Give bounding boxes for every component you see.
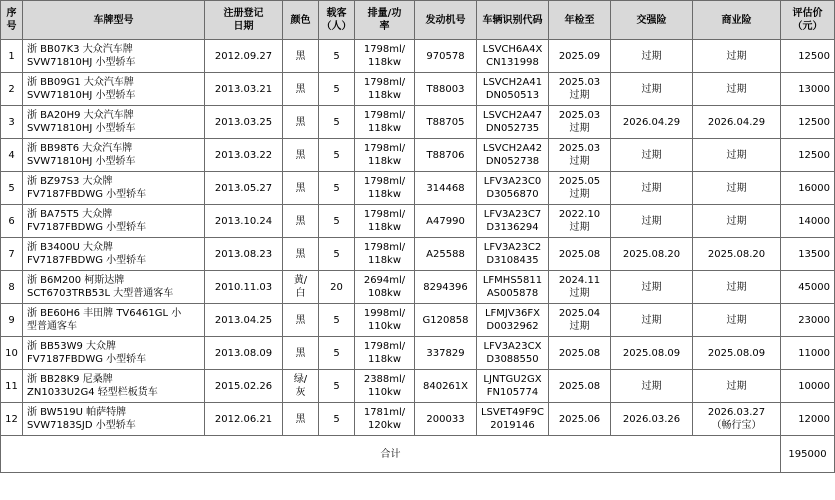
cell-model: 浙 B3400U 大众牌 FV7187FBDWG 小型轿车 bbox=[23, 238, 205, 271]
cell-vin: LFV3A23CX D3088550 bbox=[477, 337, 549, 370]
cell-model: 浙 BB09G1 大众汽车牌 SVW71810HJ 小型轿车 bbox=[23, 73, 205, 106]
cell-seats: 5 bbox=[319, 139, 355, 172]
cell-engine: 970578 bbox=[415, 40, 477, 73]
cell-reg-date: 2013.03.22 bbox=[205, 139, 283, 172]
cell-value: 13500 bbox=[781, 238, 835, 271]
table-row bbox=[1, 337, 835, 370]
cell-reg-date: 2013.04.25 bbox=[205, 304, 283, 337]
cell-power: 1798ml/ 118kw bbox=[355, 73, 415, 106]
col-engine: 发动机号 bbox=[415, 1, 477, 40]
cell-color: 黑 bbox=[283, 40, 319, 73]
col-model: 车牌型号 bbox=[23, 1, 205, 40]
cell-compulsory: 过期 bbox=[611, 304, 693, 337]
cell-engine: 337829 bbox=[415, 337, 477, 370]
cell-engine: G120858 bbox=[415, 304, 477, 337]
cell-inspection: 2025.08 bbox=[549, 337, 611, 370]
cell-seq: 12 bbox=[1, 403, 23, 436]
table-row bbox=[1, 370, 835, 403]
cell-seq: 11 bbox=[1, 370, 23, 403]
cell-model: 浙 BA75T5 大众牌 FV7187FBDWG 小型轿车 bbox=[23, 205, 205, 238]
col-seq: 序 号 bbox=[1, 1, 23, 40]
cell-inspection: 2025.03 过期 bbox=[549, 106, 611, 139]
cell-commercial: 过期 bbox=[693, 40, 781, 73]
cell-seats: 5 bbox=[319, 370, 355, 403]
table-row bbox=[1, 139, 835, 172]
cell-vin: LSVCH2A42 DN052738 bbox=[477, 139, 549, 172]
cell-seq: 6 bbox=[1, 205, 23, 238]
cell-power: 2694ml/ 108kw bbox=[355, 271, 415, 304]
cell-value: 16000 bbox=[781, 172, 835, 205]
cell-color: 黑 bbox=[283, 337, 319, 370]
table-row bbox=[1, 403, 835, 436]
cell-engine: 840261X bbox=[415, 370, 477, 403]
cell-engine: T88003 bbox=[415, 73, 477, 106]
cell-inspection: 2025.08 bbox=[549, 370, 611, 403]
cell-seq: 8 bbox=[1, 271, 23, 304]
cell-reg-date: 2013.10.24 bbox=[205, 205, 283, 238]
cell-seats: 20 bbox=[319, 271, 355, 304]
cell-power: 1798ml/ 118kw bbox=[355, 106, 415, 139]
cell-vin: LSVET49F9C 2019146 bbox=[477, 403, 549, 436]
cell-commercial: 过期 bbox=[693, 172, 781, 205]
cell-seq: 1 bbox=[1, 40, 23, 73]
cell-reg-date: 2013.08.09 bbox=[205, 337, 283, 370]
cell-inspection: 2025.03 过期 bbox=[549, 73, 611, 106]
cell-engine: A25588 bbox=[415, 238, 477, 271]
col-compulsory: 交强险 bbox=[611, 1, 693, 40]
cell-color: 黑 bbox=[283, 106, 319, 139]
cell-seq: 9 bbox=[1, 304, 23, 337]
col-vin: 车辆识别代码 bbox=[477, 1, 549, 40]
cell-seats: 5 bbox=[319, 238, 355, 271]
cell-vin: LFV3A23C7 D3136294 bbox=[477, 205, 549, 238]
total-row bbox=[1, 436, 835, 473]
cell-value: 12500 bbox=[781, 139, 835, 172]
cell-power: 2388ml/ 110kw bbox=[355, 370, 415, 403]
cell-vin: LFMJV36FX D0032962 bbox=[477, 304, 549, 337]
table-row bbox=[1, 73, 835, 106]
table-row bbox=[1, 205, 835, 238]
header-row bbox=[1, 1, 835, 40]
cell-value: 11000 bbox=[781, 337, 835, 370]
cell-model: 浙 BA20H9 大众汽车牌 SVW71810HJ 小型轿车 bbox=[23, 106, 205, 139]
cell-power: 1798ml/ 118kw bbox=[355, 337, 415, 370]
cell-compulsory: 2025.08.09 bbox=[611, 337, 693, 370]
table-row bbox=[1, 172, 835, 205]
col-color: 颜色 bbox=[283, 1, 319, 40]
cell-seats: 5 bbox=[319, 172, 355, 205]
cell-compulsory: 过期 bbox=[611, 139, 693, 172]
cell-value: 14000 bbox=[781, 205, 835, 238]
cell-compulsory: 过期 bbox=[611, 73, 693, 106]
cell-vin: LFV3A23C0 D3056870 bbox=[477, 172, 549, 205]
cell-inspection: 2025.08 bbox=[549, 238, 611, 271]
cell-seats: 5 bbox=[319, 205, 355, 238]
col-reg-date: 注册登记 日期 bbox=[205, 1, 283, 40]
cell-value: 12500 bbox=[781, 40, 835, 73]
cell-seats: 5 bbox=[319, 40, 355, 73]
cell-commercial: 过期 bbox=[693, 370, 781, 403]
cell-commercial: 2026.04.29 bbox=[693, 106, 781, 139]
col-power: 排量/功 率 bbox=[355, 1, 415, 40]
cell-model: 浙 BZ97S3 大众牌 FV7187FBDWG 小型轿车 bbox=[23, 172, 205, 205]
cell-color: 黄/ 白 bbox=[283, 271, 319, 304]
cell-commercial: 过期 bbox=[693, 139, 781, 172]
cell-color: 黑 bbox=[283, 304, 319, 337]
cell-engine: 8294396 bbox=[415, 271, 477, 304]
table-row bbox=[1, 271, 835, 304]
cell-commercial: 过期 bbox=[693, 73, 781, 106]
cell-compulsory: 过期 bbox=[611, 370, 693, 403]
cell-engine: 314468 bbox=[415, 172, 477, 205]
cell-vin: LJNTGU2GX FN105774 bbox=[477, 370, 549, 403]
cell-seq: 5 bbox=[1, 172, 23, 205]
cell-seq: 4 bbox=[1, 139, 23, 172]
cell-commercial: 过期 bbox=[693, 304, 781, 337]
col-seats: 载客 （人） bbox=[319, 1, 355, 40]
cell-reg-date: 2013.08.23 bbox=[205, 238, 283, 271]
cell-model: 浙 BW519U 帕萨特牌 SVW7183SJD 小型轿车 bbox=[23, 403, 205, 436]
cell-inspection: 2025.06 bbox=[549, 403, 611, 436]
cell-inspection: 2024.11 过期 bbox=[549, 271, 611, 304]
cell-compulsory: 过期 bbox=[611, 172, 693, 205]
cell-inspection: 2025.09 bbox=[549, 40, 611, 73]
cell-engine: 200033 bbox=[415, 403, 477, 436]
cell-color: 黑 bbox=[283, 172, 319, 205]
cell-engine: T88706 bbox=[415, 139, 477, 172]
cell-commercial: 2025.08.20 bbox=[693, 238, 781, 271]
cell-color: 绿/ 灰 bbox=[283, 370, 319, 403]
cell-inspection: 2025.03 过期 bbox=[549, 139, 611, 172]
cell-compulsory: 过期 bbox=[611, 205, 693, 238]
cell-value: 23000 bbox=[781, 304, 835, 337]
cell-compulsory: 过期 bbox=[611, 271, 693, 304]
cell-compulsory: 2026.03.26 bbox=[611, 403, 693, 436]
col-inspection: 年检至 bbox=[549, 1, 611, 40]
cell-engine: A47990 bbox=[415, 205, 477, 238]
cell-model: 浙 BB07K3 大众汽车牌 SVW71810HJ 小型轿车 bbox=[23, 40, 205, 73]
table-row bbox=[1, 40, 835, 73]
cell-seq: 7 bbox=[1, 238, 23, 271]
cell-seq: 2 bbox=[1, 73, 23, 106]
cell-power: 1798ml/ 118kw bbox=[355, 238, 415, 271]
cell-model: 浙 BB28K9 尼桑牌 ZN1033U2G4 轻型栏板货车 bbox=[23, 370, 205, 403]
cell-seats: 5 bbox=[319, 106, 355, 139]
cell-value: 12500 bbox=[781, 106, 835, 139]
cell-vin: LFV3A23C2 D3108435 bbox=[477, 238, 549, 271]
cell-commercial: 2026.03.27 （畅行宝） bbox=[693, 403, 781, 436]
cell-reg-date: 2013.05.27 bbox=[205, 172, 283, 205]
cell-vin: LSVCH2A41 DN050513 bbox=[477, 73, 549, 106]
cell-power: 1798ml/ 118kw bbox=[355, 205, 415, 238]
total-value: 195000 bbox=[781, 436, 835, 473]
cell-seq: 3 bbox=[1, 106, 23, 139]
cell-power: 1798ml/ 118kw bbox=[355, 172, 415, 205]
cell-value: 10000 bbox=[781, 370, 835, 403]
cell-vin: LSVCH6A4X CN131998 bbox=[477, 40, 549, 73]
cell-seats: 5 bbox=[319, 304, 355, 337]
cell-reg-date: 2013.03.21 bbox=[205, 73, 283, 106]
cell-color: 黑 bbox=[283, 139, 319, 172]
cell-commercial: 过期 bbox=[693, 271, 781, 304]
cell-color: 黑 bbox=[283, 238, 319, 271]
cell-vin: LSVCH2A47 DN052735 bbox=[477, 106, 549, 139]
cell-power: 1798ml/ 118kw bbox=[355, 40, 415, 73]
cell-value: 12000 bbox=[781, 403, 835, 436]
cell-model: 浙 B6M200 柯斯达牌 SCT6703TRB53L 大型普通客车 bbox=[23, 271, 205, 304]
cell-value: 45000 bbox=[781, 271, 835, 304]
col-commercial: 商业险 bbox=[693, 1, 781, 40]
cell-commercial: 2025.08.09 bbox=[693, 337, 781, 370]
cell-model: 浙 BE60H6 丰田牌 TV6461GL 小 型普通客车 bbox=[23, 304, 205, 337]
cell-inspection: 2025.05 过期 bbox=[549, 172, 611, 205]
cell-model: 浙 BB98T6 大众汽车牌 SVW71810HJ 小型轿车 bbox=[23, 139, 205, 172]
cell-seats: 5 bbox=[319, 73, 355, 106]
cell-seats: 5 bbox=[319, 337, 355, 370]
cell-power: 1798ml/ 118kw bbox=[355, 139, 415, 172]
col-value: 评估价 （元） bbox=[781, 1, 835, 40]
cell-vin: LFMHS5811 AS005878 bbox=[477, 271, 549, 304]
cell-seats: 5 bbox=[319, 403, 355, 436]
cell-seq: 10 bbox=[1, 337, 23, 370]
cell-commercial: 过期 bbox=[693, 205, 781, 238]
cell-reg-date: 2010.11.03 bbox=[205, 271, 283, 304]
cell-power: 1781ml/ 120kw bbox=[355, 403, 415, 436]
cell-reg-date: 2015.02.26 bbox=[205, 370, 283, 403]
table-row bbox=[1, 304, 835, 337]
table-row bbox=[1, 106, 835, 139]
cell-reg-date: 2012.06.21 bbox=[205, 403, 283, 436]
cell-compulsory: 2025.08.20 bbox=[611, 238, 693, 271]
cell-model: 浙 BB53W9 大众牌 FV7187FBDWG 小型轿车 bbox=[23, 337, 205, 370]
cell-compulsory: 过期 bbox=[611, 40, 693, 73]
cell-inspection: 2025.04 过期 bbox=[549, 304, 611, 337]
cell-inspection: 2022.10 过期 bbox=[549, 205, 611, 238]
cell-color: 黑 bbox=[283, 73, 319, 106]
total-label: 合计 bbox=[1, 436, 781, 473]
cell-reg-date: 2012.09.27 bbox=[205, 40, 283, 73]
cell-value: 13000 bbox=[781, 73, 835, 106]
cell-reg-date: 2013.03.25 bbox=[205, 106, 283, 139]
cell-color: 黑 bbox=[283, 403, 319, 436]
cell-engine: T88705 bbox=[415, 106, 477, 139]
cell-compulsory: 2026.04.29 bbox=[611, 106, 693, 139]
table-row bbox=[1, 238, 835, 271]
cell-power: 1998ml/ 110kw bbox=[355, 304, 415, 337]
cell-color: 黑 bbox=[283, 205, 319, 238]
